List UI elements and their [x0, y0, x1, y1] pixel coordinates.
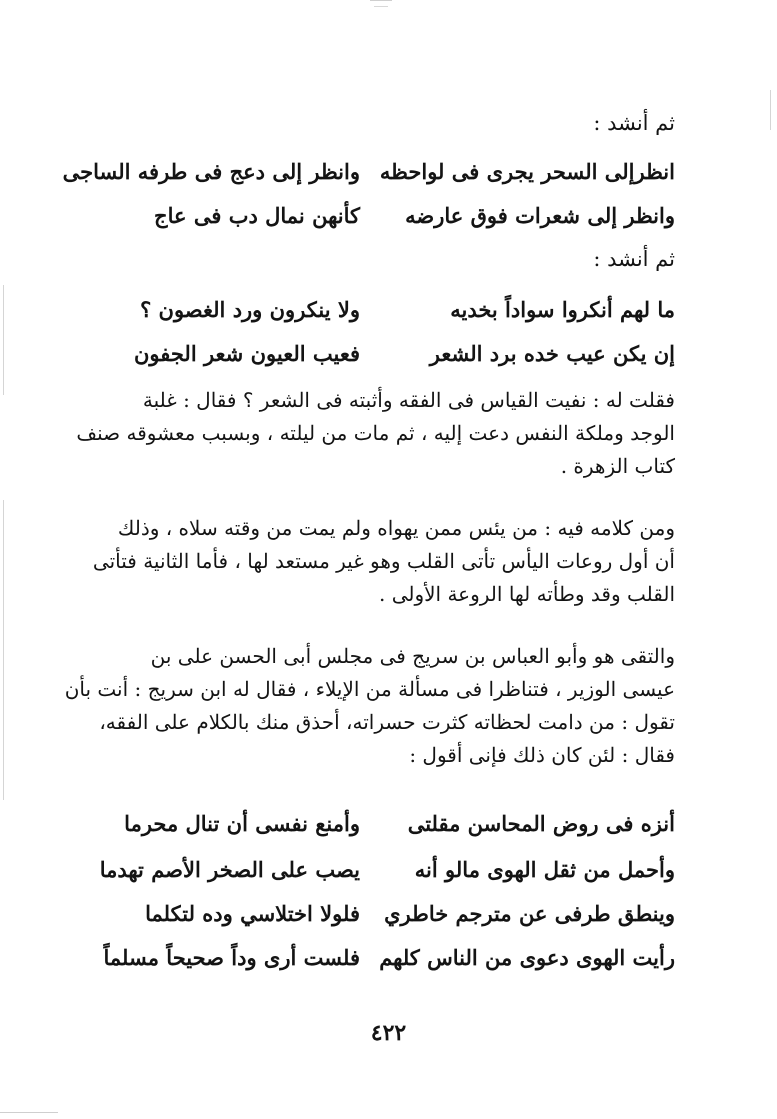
paragraph-line: كتاب الزهرة .	[560, 454, 675, 478]
paragraph-line: فقلت له : نفيت القياس فى الفقه وأثبته فى الشعر ؟ فقال : غلبة	[142, 388, 675, 412]
paragraph-line: ومن كلامه فيه : من يئس ممن يهواه ولم يمت من وقته سلاه ، وذلك	[117, 516, 675, 540]
scan-edge	[3, 285, 4, 395]
intro-line: ثم أنشد :	[593, 111, 675, 135]
verse-line	[103, 934, 675, 980]
verse-line	[110, 286, 675, 332]
paragraph-line: أن أول روعات اليأس تأتى القلب وهو غير مستعد لها ، فأما الثانية فتأتى	[92, 549, 675, 573]
intro-line: ثم أنشد :	[593, 247, 675, 271]
paragraph-line: الوجد وملكة النفس دعت إليه ، ثم مات من ليلته ، وبسبب معشوقه صنف	[76, 421, 675, 445]
verse-second-hemistich: فلست أرى وداً صحيحاً مسلماً	[103, 944, 360, 970]
verse-second-hemistich: وأمنع نفسى أن تنال محرما	[124, 810, 360, 836]
verse-second-hemistich: يصب على الصخر الأصم تهدما	[99, 856, 360, 882]
paragraph	[92, 512, 675, 611]
verse-first-hemistich: وانظر إلى شعرات فوق عارضه	[405, 202, 675, 228]
verse-second-hemistich: كأنهن نمال دب فى عاج	[154, 202, 360, 228]
verse-line	[110, 890, 675, 936]
page-number: ٤٢٢	[370, 1020, 407, 1046]
paragraph	[76, 384, 675, 483]
scan-mark	[0, 1112, 58, 1113]
scan-mark	[370, 0, 392, 1]
verse-second-hemistich: فعيب العيون شعر الجفون	[133, 340, 360, 366]
verse-second-hemistich: ولا ينكرون ورد الغصون ؟	[140, 296, 360, 322]
paragraph	[64, 640, 675, 772]
paragraph-line: القلب وقد وطأته لها الروعة الأولى .	[379, 582, 675, 606]
verse-second-hemistich: فلولا اختلاسي وده لتكلما	[145, 900, 360, 926]
verse-first-hemistich: إن يكن عيب خده برد الشعر	[429, 340, 675, 366]
scan-edge	[3, 500, 4, 800]
verse-first-hemistich: رأيت الهوى دعوى من الناس كلهم	[379, 944, 675, 970]
paragraph-line: فقال : لئن كان ذلك فإنى أقول :	[409, 743, 675, 767]
paragraph-line: تقول : من دامت لحظاته كثرت حسراته، أحذق منك بالكلام على الفقه،	[99, 710, 675, 734]
paragraph-line: عيسى الوزير ، فتناظرا فى مسألة من الإيلاء ، فقال له ابن سريج : أنت بأن	[64, 677, 675, 701]
verse-line	[110, 800, 675, 846]
verse-first-hemistich: ما لهم أنكروا سواداً بخديه	[450, 296, 675, 322]
verse-first-hemistich: انظرإلى السحر يجرى فى لواحظه	[379, 158, 675, 184]
verse-line	[110, 330, 675, 376]
verse-first-hemistich: وأحمل من ثقل الهوى مالو أنه	[414, 856, 675, 882]
verse-line	[99, 846, 675, 892]
scan-mark	[374, 6, 388, 7]
verse-line	[110, 192, 675, 238]
verse-first-hemistich: وينطق طرفى عن مترجم خاطري	[384, 900, 675, 926]
scan-edge	[770, 90, 771, 130]
verse-line	[62, 148, 675, 194]
paragraph-line: والتقى هو وأبو العباس بن سريج فى مجلس أبى الحسن على بن	[150, 644, 675, 668]
verse-second-hemistich: وانظر إلى دعج فى طرفه الساجى	[62, 158, 360, 184]
verse-first-hemistich: أنزه فى روض المحاسن مقلتى	[407, 810, 675, 836]
